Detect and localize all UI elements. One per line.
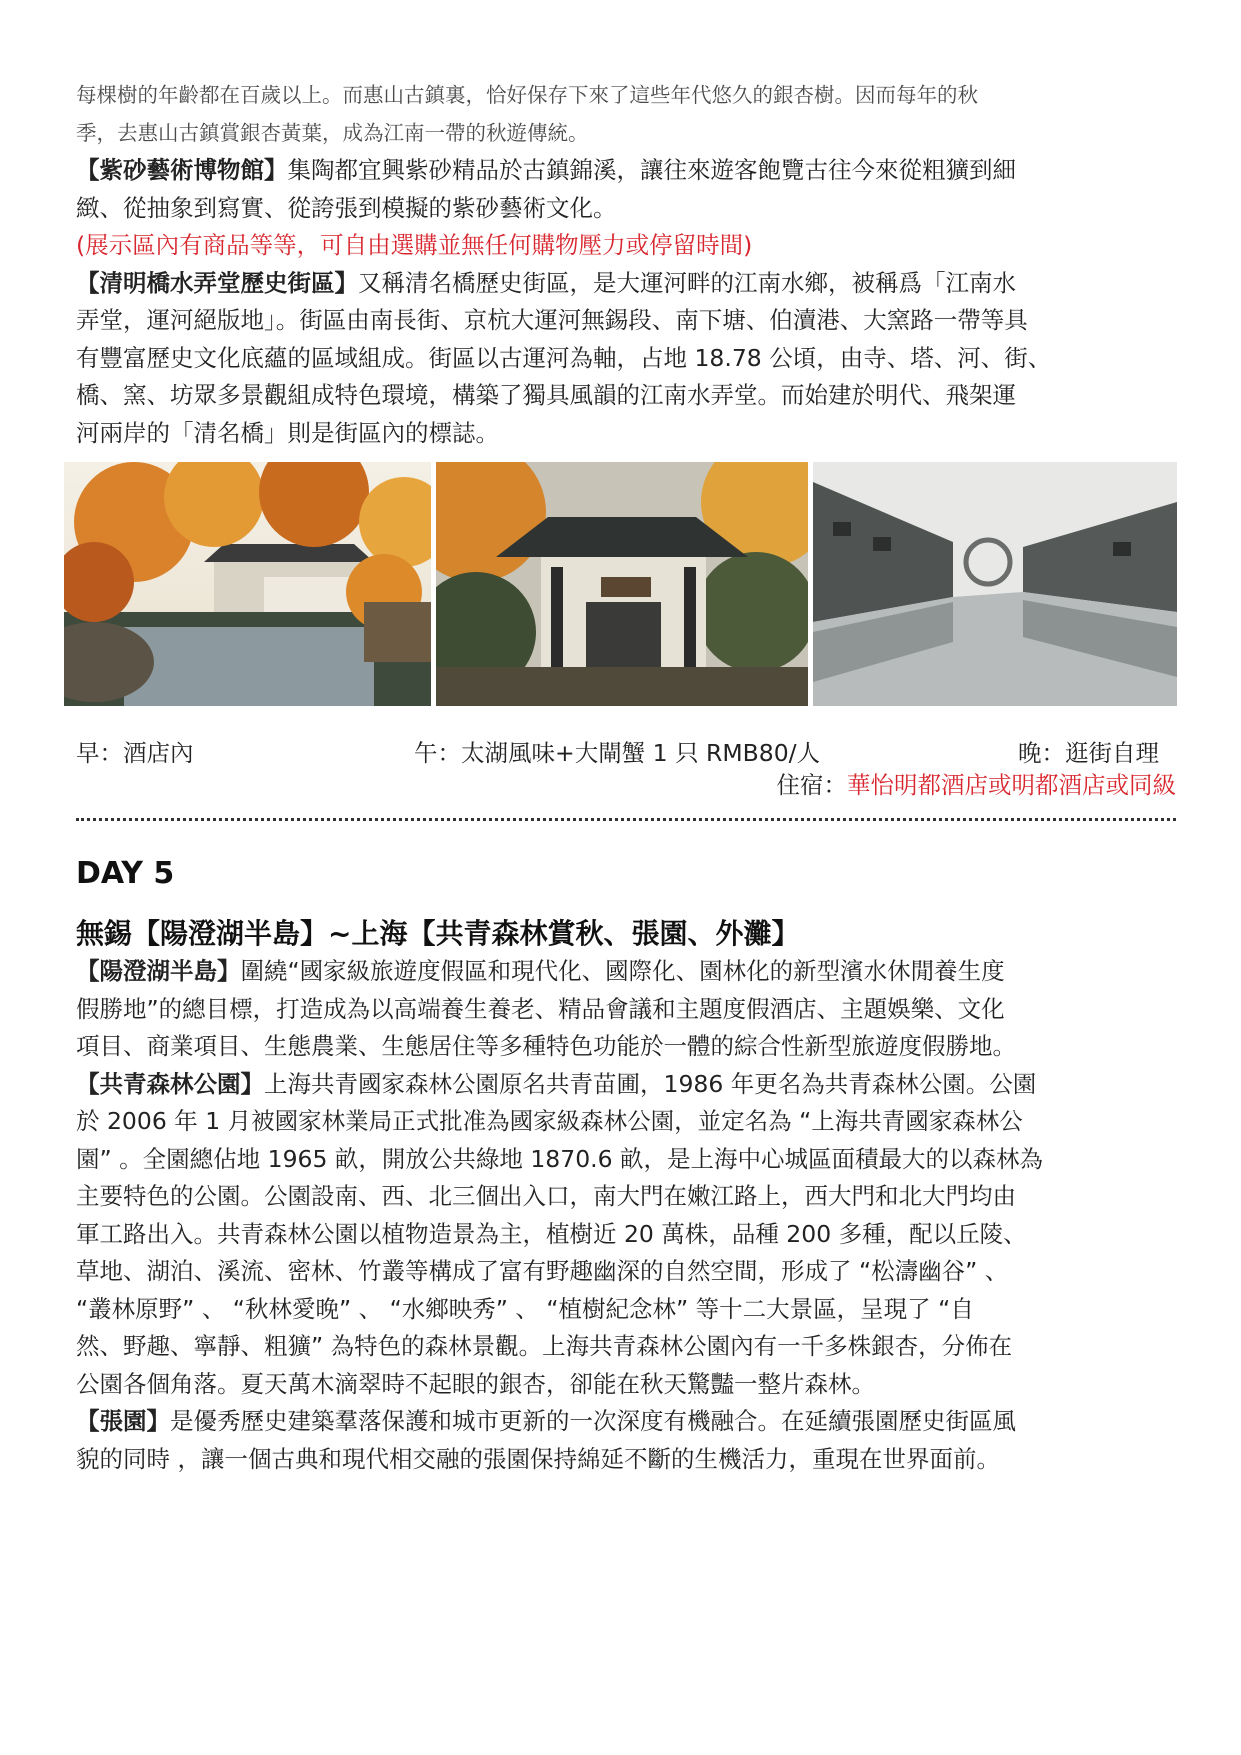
zhangyuan-title: 【張園】: [76, 1407, 170, 1435]
gongqing-line: 於 2006 年 1 月被國家林業局正式批准為國家級森林公園，並定名為 “上海共青國家森林公: [76, 1107, 1023, 1135]
intro-line: 季，去惠山古鎮賞銀杏黃葉，成為江南一帶的秋遊傳統。: [76, 121, 589, 145]
gongqing-line: 然、野趣、寧靜、粗獷” 為特色的森林景觀。上海共青森林公園內有一千多株銀杏，分佈在: [76, 1332, 1013, 1360]
intro-line: 每棵樹的年齡都在百歲以上。而惠山古鎮裏，恰好保存下來了這些年代悠久的銀杏樹。因而每年的秋: [76, 83, 978, 107]
qingming-line: 弄堂，運河絕版地」。街區由南長街、京杭大運河無錫段、南下塘、伯瀆港、大窯路一帶等具: [76, 306, 1028, 334]
hotel-name: 華怡明都酒店或明都酒店或同級: [847, 771, 1176, 799]
zhangyuan-paragraph: 【張園】是優秀歷史建築羣落保護和城市更新的一次深度有機融合。在延續張園歷史街區風: [76, 1407, 1016, 1435]
qingming-line: 橋、窯、坊眾多景觀組成特色環境，構築了獨具風韻的江南水弄堂。而始建於明代、飛架運: [76, 381, 1016, 409]
qingming-paragraph: 【清明橋水弄堂歷史街區】又稱清名橋歷史街區，是大運河畔的江南水鄉，被稱爲「江南水: [76, 268, 1016, 297]
upper-text: [76, 76, 1176, 452]
photo-water-town: [813, 462, 1177, 706]
qingming-title: 【清明橋水弄堂歷史街區】: [76, 268, 358, 297]
qingming-line: 有豐富歷史文化底蘊的區域組成。街區以古運河為軸，占地 18.78 公頃，由寺、塔、河、街、: [76, 343, 1052, 372]
dinner: 晚：逛街自理: [1018, 739, 1159, 767]
gongqing-line: 軍工路出入。共青森林公園以植物造景為主，植樹近 20 萬株，品種 200 多種，配以丘陵、: [76, 1219, 1027, 1248]
gongqing-line: “叢林原野” 、 “秋林愛晚” 、 “水鄉映秀” 、 “植樹紀念林” 等十二大景區，呈現了 “自: [76, 1294, 974, 1323]
gongqing-paragraph: 【共青森林公園】上海共青國家森林公園原名共青苗圃，1986 年更名為共青森林公園。公園: [76, 1069, 1037, 1098]
gongqing-title: 【共青森林公園】: [76, 1069, 264, 1098]
dotted-divider: [76, 818, 1176, 821]
photo-pavilion: [436, 462, 808, 706]
day5-text: [76, 953, 1176, 1478]
gongqing-line: 主要特色的公園。公園設南、西、北三個出入口，南大門在嫩江路上，西大門和北大門均由: [76, 1182, 1016, 1210]
zisha-paragraph: 【紫砂藝術博物館】集陶都宜興紫砂精品於古鎮錦溪，讓往來遊客飽覽古往今來從粗獷到細: [76, 156, 1016, 184]
yangcheng-line: 項目、商業項目、生態農業、生態居住等多種特色功能於一體的綜合性新型旅遊度假勝地。: [76, 1032, 1016, 1060]
breakfast: 早：酒店內: [76, 739, 194, 767]
accommodation: 住宿：華怡明都酒店或明都酒店或同級: [776, 771, 1176, 799]
gongqing-line: 公園各個角落。夏天萬木滴翠時不起眼的銀杏，卻能在秋天驚豔一整片森林。: [76, 1369, 875, 1398]
shopping-note: (展示區內有商品等等，可自由選購並無任何購物壓力或停留時間): [76, 231, 753, 259]
route-heading: 無錫【陽澄湖半島】~上海【共青森林賞秋、張園、外灘】: [76, 917, 800, 950]
zisha-title: 【紫砂藝術博物館】: [76, 156, 288, 184]
zhangyuan-line: 貌的同時 ，讓一個古典和現代相交融的張園保持綿延不斷的生機活力，重現在世界面前。: [76, 1444, 1000, 1473]
photo-strip: [64, 462, 1177, 706]
yangcheng-line: 假勝地”的總目標，打造成為以高端養生養老、精品會議和主題度假酒店、主題娛樂、文化: [76, 994, 1005, 1023]
qingming-line: 河兩岸的「清名橋」則是街區內的標誌。: [76, 418, 499, 447]
zisha-line: 緻、從抽象到寫實、從誇張到模擬的紫砂藝術文化。: [76, 193, 617, 222]
day-heading: DAY 5: [76, 856, 175, 891]
yangcheng-paragraph: 【陽澄湖半島】圍繞“國家級旅遊度假區和現代化、國際化、園林化的新型濱水休閒養生度: [76, 957, 1005, 985]
gongqing-line: 草地、湖泊、溪流、密林、竹叢等構成了富有野趣幽深的自然空間，形成了 “松濤幽谷” 、: [76, 1257, 1009, 1285]
gongqing-line: 園” 。全園總佔地 1965 畝，開放公共綠地 1870.6 畝，是上海中心城區面積最大的以森林為: [76, 1144, 1044, 1173]
photo-autumn-garden: [64, 462, 431, 706]
yangcheng-title: 【陽澄湖半島】: [76, 957, 241, 985]
lunch: 午：太湖風味+大閘蟹 1 只 RMB80/人: [414, 739, 821, 767]
